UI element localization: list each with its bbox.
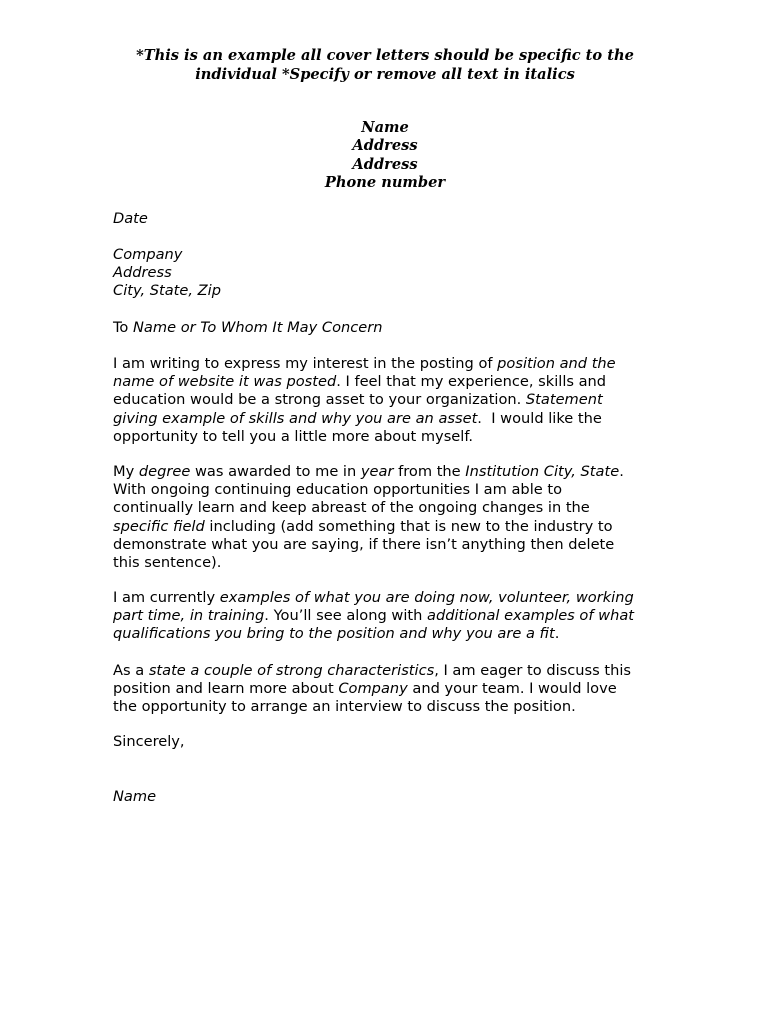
p2-italic: specific field: [113, 517, 205, 535]
p2-text: My: [113, 463, 139, 480]
paragraph-current: [113, 589, 673, 644]
p1-italic: position and the: [497, 355, 616, 372]
p1-text: opportunity to tell you a little more about myself.: [113, 427, 474, 445]
p2-italic: degree: [138, 463, 191, 480]
closing-text: Sincerely,: [113, 733, 185, 750]
sender-address-2: Address: [352, 155, 418, 173]
sender-name: Name: [361, 119, 409, 136]
salutation-name: Name or To Whom It May Concern: [133, 319, 383, 336]
p4-text: As a: [113, 662, 149, 679]
salutation: [113, 319, 673, 337]
p4-italic: state a couple of strong characteristics: [148, 662, 435, 679]
paragraph-education: [113, 463, 673, 572]
p3-text: . You’ll see along with: [264, 607, 427, 625]
sender-address-1: Address: [352, 137, 418, 155]
p2-text: from the: [393, 463, 466, 480]
signature-name: Name: [113, 788, 157, 805]
recipient-block: [113, 246, 673, 301]
p2-italic: Institution City, State: [465, 463, 620, 480]
p4-text: , I am eager to discuss this: [434, 662, 631, 679]
p1-italic: giving example of skills and why you are an asset: [113, 409, 478, 427]
p3-italic: part time, in training: [113, 607, 265, 625]
recipient-address: Address: [113, 264, 172, 282]
p1-text: I am writing to express my interest in the posting of: [113, 355, 498, 372]
paragraph-characteristics: [113, 662, 673, 717]
p2-italic: year: [360, 463, 394, 480]
p1-italic: Statement: [525, 391, 603, 409]
p2-text: this sentence).: [113, 554, 222, 572]
recipient-company: Company: [113, 246, 183, 263]
p4-text: and your team. I would love: [407, 680, 617, 698]
p3-italic: examples of what you are doing now, volunteer, working: [219, 589, 634, 606]
p1-italic: name of website it was posted: [113, 373, 337, 391]
p2-text: .: [619, 463, 624, 480]
instruction-notice: [100, 46, 670, 84]
p2-text: demonstrate what you are saying, if there isn’t anything then delete: [113, 535, 615, 553]
recipient-city-state-zip: City, State, Zip: [113, 282, 221, 300]
p1-text: . I would like the: [477, 409, 602, 427]
closing: [113, 733, 673, 751]
p3-italic: qualifications you bring to the position and why you are a fit: [113, 625, 555, 643]
p2-text: including (add something that is new to the industry to: [204, 517, 613, 535]
p3-text: .: [554, 625, 560, 643]
salutation-prefix: To: [113, 319, 134, 336]
date-text: Date: [113, 210, 148, 227]
p4-text: position and learn more about: [113, 680, 339, 698]
p2-text: continually learn and keep abreast of the ongoing changes in the: [113, 499, 590, 517]
p2-text: was awarded to me in: [190, 463, 361, 480]
paragraph-interest: [113, 355, 673, 446]
notice-line-1: *This is an example all cover letters should be specific to the: [136, 47, 634, 64]
p3-text: I am currently: [113, 589, 220, 606]
p3-italic: additional examples of what: [427, 607, 634, 625]
notice-line-2: individual *Specify or remove all text in italics: [195, 66, 575, 83]
signature: [113, 788, 673, 806]
p2-text: With ongoing continuing education opportunities I am able to: [113, 481, 563, 499]
p4-italic: Company: [338, 680, 408, 698]
p4-text: the opportunity to arrange an interview to discuss the position.: [113, 698, 576, 716]
sender-header: [150, 119, 620, 193]
sender-phone: Phone number: [324, 174, 446, 192]
p1-text: . I feel that my experience, skills and: [336, 373, 607, 391]
letter-date: [113, 210, 673, 228]
p1-text: education would be a strong asset to your organization.: [113, 391, 526, 409]
